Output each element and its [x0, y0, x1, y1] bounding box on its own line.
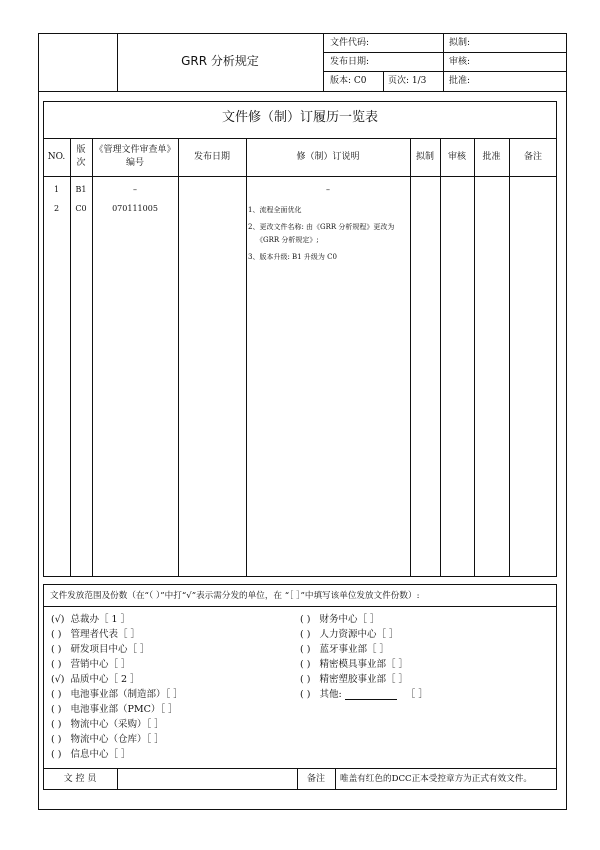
row1-version: B1 — [75, 185, 87, 194]
header-bottom-line — [38, 91, 567, 92]
check-mark: ( ) — [51, 689, 62, 700]
footer-remark-text: 唯盖有红色的DCC正本受控章方为正式有效文件。 — [340, 774, 532, 784]
approved-label: 批准: — [449, 76, 471, 86]
check-mark: (√) — [51, 674, 65, 685]
document-controller-label: 文 控 员 — [63, 774, 97, 784]
dept-label: 品质中心［ 2 ］ — [70, 674, 140, 685]
col-line-6 — [440, 138, 441, 577]
check-mark: (√) — [51, 614, 65, 625]
dist-right-1 — [300, 626, 399, 640]
document-title: GRR 分析规定 — [181, 54, 259, 68]
dist-right-3 — [300, 656, 408, 670]
dept-label: 总裁办［ 1 ］ — [70, 614, 131, 625]
dept-label: 精密塑胶事业部［ ］ — [319, 674, 409, 685]
dept-label: 物流中心（采购）［ ］ — [70, 719, 164, 730]
row2-no: 2 — [53, 204, 60, 213]
dist-right-4 — [300, 671, 408, 685]
revision-table — [43, 101, 557, 577]
footer-top-line — [43, 768, 557, 769]
dist-right-2 — [300, 641, 389, 655]
dept-label: 研发项目中心［ ］ — [70, 644, 150, 655]
check-mark: ( ) — [51, 734, 62, 745]
col-line-4 — [246, 138, 247, 577]
col-header-approve: 批准 — [482, 152, 501, 162]
dept-label: 物流中心（仓库）［ ］ — [70, 734, 164, 745]
col-header-review: 审核 — [447, 152, 466, 162]
dist-left-9 — [51, 746, 131, 760]
check-mark: ( ) — [51, 719, 62, 730]
check-mark: ( ) — [300, 644, 311, 655]
col-header-remark: 备注 — [523, 152, 542, 162]
revision-header-line — [43, 176, 557, 177]
reviewed-label: 审核: — [449, 57, 471, 67]
doc-code-label: 文件代码: — [330, 38, 370, 48]
dist-right-0 — [300, 611, 380, 625]
check-mark: ( ) — [51, 704, 62, 715]
dept-label: 电池事业部（制造部）［ ］ — [70, 689, 183, 700]
col-line-3 — [178, 138, 179, 577]
revision-title-line — [43, 138, 557, 139]
dist-left-2 — [51, 641, 150, 655]
col-line-7 — [474, 138, 475, 577]
col-header-version-2: 次 — [76, 158, 86, 168]
drafted-label: 拟制: — [449, 38, 471, 48]
dept-label: 管理者代表［ ］ — [70, 629, 141, 640]
row2-description-line-1: 1、流程全面优化 — [248, 206, 302, 214]
check-mark: ( ) — [300, 659, 311, 670]
col-header-description: 修（制）订说明 — [296, 152, 360, 162]
row1-form-no: – — [133, 185, 137, 194]
footer-divider-1 — [117, 768, 118, 790]
check-mark: ( ) — [51, 629, 62, 640]
header-divider-sign — [443, 33, 444, 91]
dist-left-1 — [51, 626, 140, 640]
dist-left-4 — [51, 671, 140, 685]
header-version-divider — [383, 71, 384, 91]
check-mark: ( ) — [300, 689, 311, 700]
dept-label: 电池事业部（PMC）［ ］ — [70, 704, 178, 715]
col-header-date: 发布日期 — [193, 152, 230, 162]
dist-left-6 — [51, 701, 178, 715]
dist-left-8 — [51, 731, 164, 745]
footer-divider-3 — [335, 768, 336, 790]
row2-description-line-3: 《GRR 分析规定》; — [256, 236, 319, 244]
header-row-line-2 — [323, 71, 567, 72]
dist-right-5 — [300, 686, 428, 700]
header-row-line-1 — [323, 52, 567, 53]
distribution-title: 文件发放范围及份数（在“（ ）”中打“√”表示需分发的单位，在 “［ ］”中填写该单位发放文件份数）: — [50, 591, 420, 601]
check-mark: ( ) — [300, 674, 311, 685]
dist-left-3 — [51, 656, 131, 670]
header-divider-title — [323, 33, 324, 91]
row2-version: C0 — [75, 204, 87, 213]
dept-label: 精密模具事业部［ ］ — [319, 659, 409, 670]
other-fill-line[interactable] — [345, 690, 397, 700]
col-header-form-1: 《管理文件审查单》 — [94, 145, 176, 155]
row2-description-line-4: 3、版本升级: B1 升级为 C0 — [248, 253, 337, 261]
dept-label: 其他: — [319, 689, 342, 700]
page-label: 页次: 1/3 — [388, 76, 427, 86]
check-mark: ( ) — [51, 659, 62, 670]
col-header-form-2: 编号 — [125, 158, 144, 168]
dist-left-0 — [51, 611, 130, 625]
col-header-draft: 拟制 — [415, 152, 434, 162]
check-mark: ( ) — [300, 614, 311, 625]
col-header-no: NO. — [47, 152, 66, 162]
distribution-title-line — [43, 606, 557, 607]
dept-label: 财务中心［ ］ — [319, 614, 380, 625]
dist-left-7 — [51, 716, 164, 730]
check-mark: ( ) — [300, 629, 311, 640]
version-label: 版本: C0 — [330, 76, 367, 86]
row1-no: 1 — [53, 185, 60, 194]
footer-remark-label: 备注 — [306, 774, 325, 784]
dept-label: 信息中心［ ］ — [70, 749, 131, 760]
check-mark: ( ) — [51, 644, 62, 655]
col-line-8 — [509, 138, 510, 577]
dept-label: 营销中心［ ］ — [70, 659, 131, 670]
dist-left-5 — [51, 686, 183, 700]
row1-description: – — [326, 185, 330, 194]
dept-label: 人力资源中心［ ］ — [319, 629, 399, 640]
col-line-5 — [410, 138, 411, 577]
revision-table-title: 文件修（制）订履历一览表 — [221, 110, 378, 125]
col-header-version-1: 版 — [76, 145, 86, 155]
row2-description-line-2: 2、更改文件名称: 由《GRR 分析规程》更改为 — [248, 223, 395, 231]
copies-bracket: ［ ］ — [405, 689, 428, 700]
check-mark: ( ) — [51, 749, 62, 760]
dept-label: 蓝牙事业部［ ］ — [319, 644, 390, 655]
row2-form-no: 070111005 — [112, 204, 158, 213]
issue-date-label: 发布日期: — [330, 57, 370, 67]
